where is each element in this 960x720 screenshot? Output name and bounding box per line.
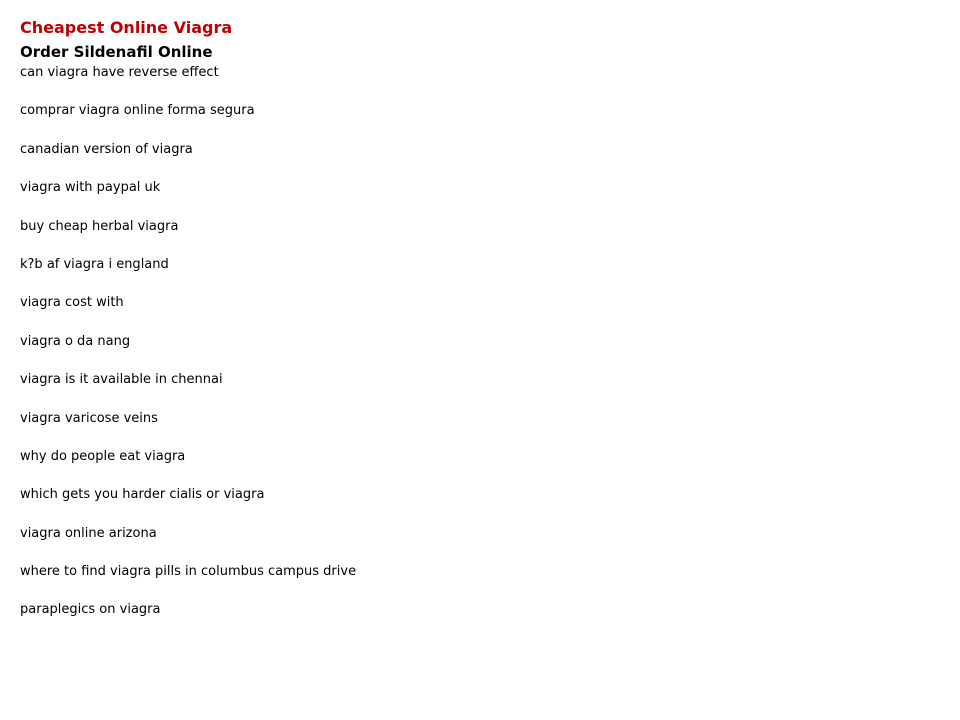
link-item[interactable]: viagra o da nang xyxy=(20,333,131,349)
list-item xyxy=(20,102,356,140)
link-item[interactable]: viagra is it available in chennai xyxy=(20,372,223,388)
link-item[interactable]: viagra online arizona xyxy=(20,525,157,541)
link-list xyxy=(20,64,356,640)
link-item[interactable]: which gets you harder cialis or viagra xyxy=(20,487,265,503)
page-title: Cheapest Online Viagra xyxy=(20,18,233,37)
page-subtitle: Order Sildenafil Online xyxy=(20,43,213,61)
list-item xyxy=(20,448,356,486)
link-item[interactable]: viagra with paypal uk xyxy=(20,180,161,196)
list-item xyxy=(20,371,356,409)
list-item xyxy=(20,179,356,217)
list-item xyxy=(20,486,356,524)
list-item xyxy=(20,601,356,639)
list-item xyxy=(20,256,356,294)
link-item[interactable]: k?b af viagra i england xyxy=(20,256,169,272)
list-item xyxy=(20,218,356,256)
link-item[interactable]: paraplegics on viagra xyxy=(20,602,161,618)
link-item[interactable]: comprar viagra online forma segura xyxy=(20,103,255,119)
list-item xyxy=(20,333,356,371)
list-item xyxy=(20,294,356,332)
list-item xyxy=(20,410,356,448)
link-item[interactable]: buy cheap herbal viagra xyxy=(20,218,179,234)
link-item[interactable]: can viagra have reverse effect xyxy=(20,65,219,80)
list-item xyxy=(20,525,356,563)
link-item[interactable]: why do people eat viagra xyxy=(20,448,186,464)
link-item[interactable]: viagra cost with xyxy=(20,295,124,311)
list-item xyxy=(20,141,356,179)
link-item[interactable]: where to find viagra pills in columbus campus drive xyxy=(20,564,357,580)
link-item[interactable]: viagra varicose veins xyxy=(20,410,158,426)
list-item xyxy=(20,563,356,601)
list-item xyxy=(20,64,356,102)
link-item[interactable]: canadian version of viagra xyxy=(20,141,193,157)
